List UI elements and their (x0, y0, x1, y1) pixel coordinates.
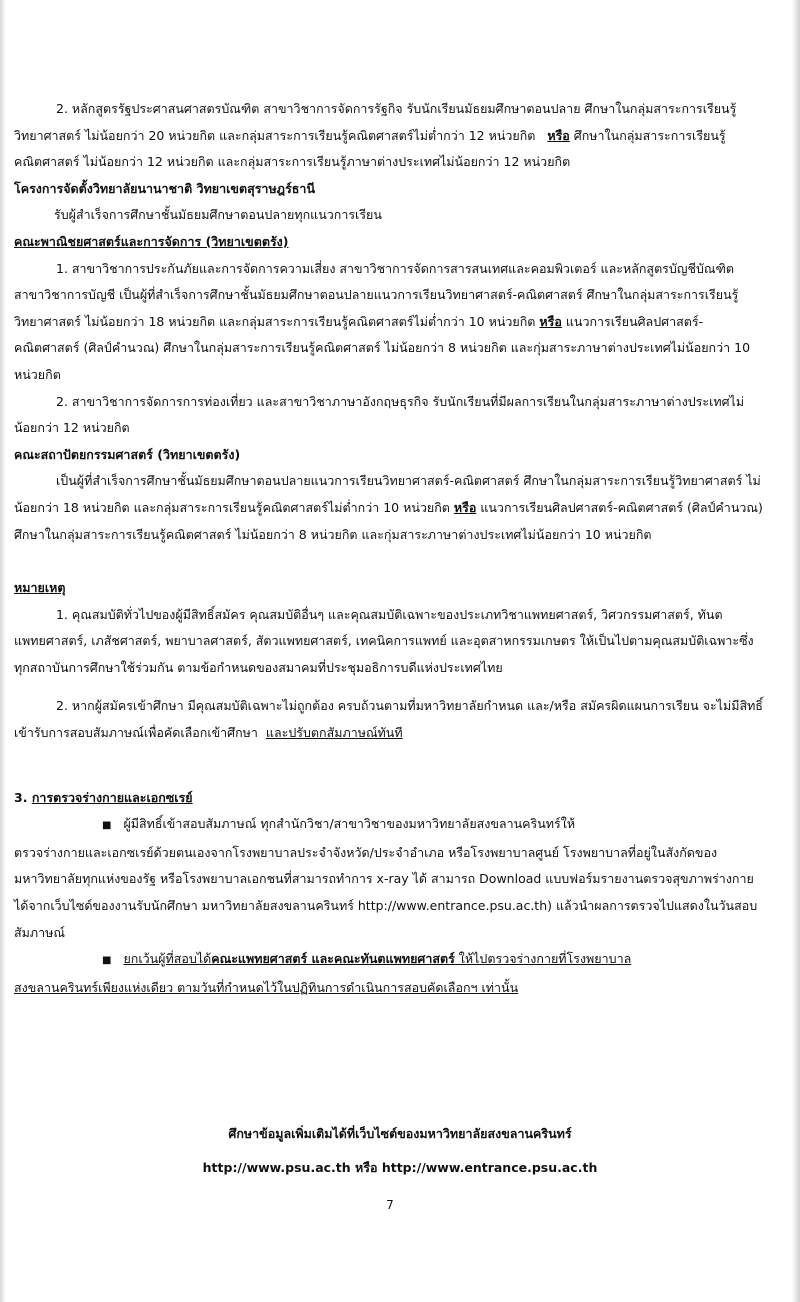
or-keyword: หรือ (453, 499, 477, 515)
remark-1: 1. คุณสมบัติทั่วไปของผู้มีสิทธิ์สมัคร คุณสมบัติอื่นๆ และคุณสมบัติเฉพาะของประเภทวิชาแพทยศาสตร์, วิศวกรรมศาสตร์, ทันตแพทยศาสตร์, เภสัชศาสตร์, พยาบาลศาสตร์, สัตวแพทยศาสตร์, เทคนิคการแพทย์ และอุตสาหกรรมเกษตร ให้เป็นไปตามคุณสมบัติเฉพาะซึ่งทุกสถาบันการศึกษาใช้ร่วมกัน ตามข้อกำหนดของสมาคมที่ประชุมอธิการบดีแห่งประเทศไทย (14, 606, 754, 675)
paragraph-international-college: รับผู้สำเร็จการศึกษาชั้นมัธยมศึกษาตอนปลายทุกแนวการเรียน (54, 207, 382, 223)
heading-remarks: หมายเหตุ (14, 580, 66, 596)
remark-2: 2. หากผู้สมัครเข้าศึกษา มีคุณสมบัติเฉพาะไม่ถูกต้อง ครบถ้วนตามที่มหาวิทยาลัยกำหนด และ/หรือ สมัครผิดแผนการเรียน จะไม่มีสิทธิ์เข้ารับการสอบสัมภาษณ์เพื่อคัดเลือกเข้าศึกษา และปรับตกสัมภาษณ์ทันที (14, 698, 763, 741)
square-bullet-icon: ■ (102, 820, 112, 832)
document-body (14, 96, 766, 1001)
heading-commerce-faculty: คณะพาณิชยศาสตร์และการจัดการ (วิทยาเขตตรัง) (14, 233, 289, 249)
page-right-edge (792, 0, 800, 1302)
remark-2-underlined: และปรับตกสัมภาษณ์ทันที (265, 725, 403, 741)
medical-exam-bullet-2: ■ ยกเว้นผู้ที่สอบได้คณะแพทยศาสตร์ และคณะทันตแพทยศาสตร์ ให้ไปตรวจร่างกายที่โรงพยาบาล (102, 951, 632, 967)
paragraph-commerce-2: 2. สาขาวิชาการจัดการการท่องเที่ยว และสาขาวิชาภาษาอังกฤษธุรกิจ รับนักเรียนที่มีผลการเรียนในกลุ่มสาระภาษาต่างประเทศไม่น้อยกว่า 12 หน่วยกิต (14, 393, 745, 436)
heading-architecture-faculty: คณะสถาปัตยกรรมศาสตร์ (วิทยาเขตตรัง) (14, 446, 241, 462)
medical-exam-exception: สงขลานครินทร์เพียงแห่งเดียว ตามวันที่กำหนดไว้ในปฏิทินการดำเนินการสอบคัดเลือกฯ เท่านั้น (14, 979, 519, 995)
paragraph-public-admin: 2. หลักสูตรรัฐประศาสนศาสตรบัณฑิต สาขาวิชาการจัดการรัฐกิจ รับนักเรียนมัธยมศึกษาตอนปลาย ศึกษาในกลุ่มสาระการเรียนรู้วิทยาศาสตร์ ไม่น้อยกว่า 20 หน่วยกิต และกลุ่มสาระการเรียนรู้คณิตศาสตร์ไม่ต่ำกว่า 12 หน่วยกิต หรือ ศึกษาในกลุ่มสาระการเรียนรู้คณิตศาสตร์ ไม่น้อยกว่า 12 หน่วยกิต และกลุ่มสาระการเรียนรู้ภาษาต่างประเทศไม่น้อยกว่า 12 หน่วยกิต (14, 101, 737, 170)
or-keyword: หรือ (539, 313, 562, 329)
square-bullet-icon: ■ (102, 955, 112, 967)
footer-info-text: ศึกษาข้อมูลเพิ่มเติมได้ที่เว็บไซต์ของมหาวิทยาลัยสงขลานครินทร์ (228, 1126, 572, 1141)
or-keyword: หรือ (547, 127, 570, 143)
heading-medical-exam: 3. การตรวจร่างกายและเอกซเรย์ (14, 789, 193, 805)
paragraph-commerce-1: 1. สาขาวิชาการประกันภัยและการจัดการความเสี่ยง สาขาวิชาการจัดการสารสนเทศและคอมพิวเตอร์ และหลักสูตรบัญชีบัณฑิต สาขาวิชาการบัญชี เป็นผู้ที่สำเร็จการศึกษาชั้นมัธยมศึกษาตอนปลายแนวการเรียนวิทยาศาสตร์-คณิตศาสตร์ ศึกษาในกลุ่มสาระการเรียนรู้วิทยาศาสตร์ ไม่น้อยกว่า 18 หน่วยกิต และกลุ่มสาระการเรียนรู้คณิตศาสตร์ไม่ต่ำกว่า 10 หน่วยกิต หรือ แนวการเรียนศิลปศาสตร์-คณิตศาสตร์ (ศิลป์คำนวณ) ศึกษาในกลุ่มสาระการเรียนรู้คณิตศาสตร์ ไม่น้อยกว่า 8 หน่วยกิต และกุ่มสาระภาษาต่างประเทศไม่น้อยกว่า 10 หน่วยกิต (14, 260, 751, 382)
footer-urls: http://www.psu.ac.th หรือ http://www.entrance.psu.ac.th (202, 1160, 598, 1175)
medical-exam-paragraph: ตรวจร่างกายและเอกซเรย์ด้วยตนเองจากโรงพยาบาลประจำจังหวัด/ประจำอำเภอ หรือโรงพยาบาลศูนย์ โรงพยาบาลที่อยู่ในสังกัดของมหาวิทยาลัยทุกแห่งของรัฐ หรือโรงพยาบาลเอกชนที่สามารถทำการ x-ray ได้ สามารถ Download แบบฟอร์มรายงานตรวจสุขภาพร่างกายได้จากเว็บไซด์ของงานรับนักศึกษา มหาวิทยาลัยสงขลานครินทร์ http://www.entrance.psu.ac.th) แล้วนำผลการตรวจไปแสดงในวันสอบสัมภาษณ์ (14, 844, 758, 940)
page-left-edge (0, 0, 6, 1302)
paragraph-architecture: เป็นผู้ที่สำเร็จการศึกษาชั้นมัธยมศึกษาตอนปลายแนวการเรียนวิทยาศาสตร์-คณิตศาสตร์ ศึกษาในกลุ่มสาระการเรียนรู้วิทยาศาสตร์ ไม่น้อยกว่า 18 หน่วยกิต และกลุ่มสาระการเรียนรู้คณิตศาสตร์ไม่ต่ำกว่า 10 หน่วยกิต หรือ แนวการเรียนศิลปศาสตร์-คณิตศาสตร์ (ศิลป์คำนวณ) ศึกษาในกลุ่มสาระการเรียนรู้คณิตศาสตร์ ไม่น้อยกว่า 8 หน่วยกิต และกุ่มสาระภาษาต่างประเทศไม่น้อยกว่า 10 หน่วยกิต (14, 473, 763, 542)
page-number: 7 (386, 1198, 394, 1212)
medical-exam-bullet-1: ■ ผู้มีสิทธิ์เข้าสอบสัมภาษณ์ ทุกสำนักวิชา/สาขาวิชาของมหาวิทยาลัยสงขลานครินทร์ให้ (102, 816, 576, 832)
heading-international-college: โครงการจัดตั้งวิทยาลัยนานาชาติ วิทยาเขตสุราษฎร์ธานี (14, 180, 315, 196)
